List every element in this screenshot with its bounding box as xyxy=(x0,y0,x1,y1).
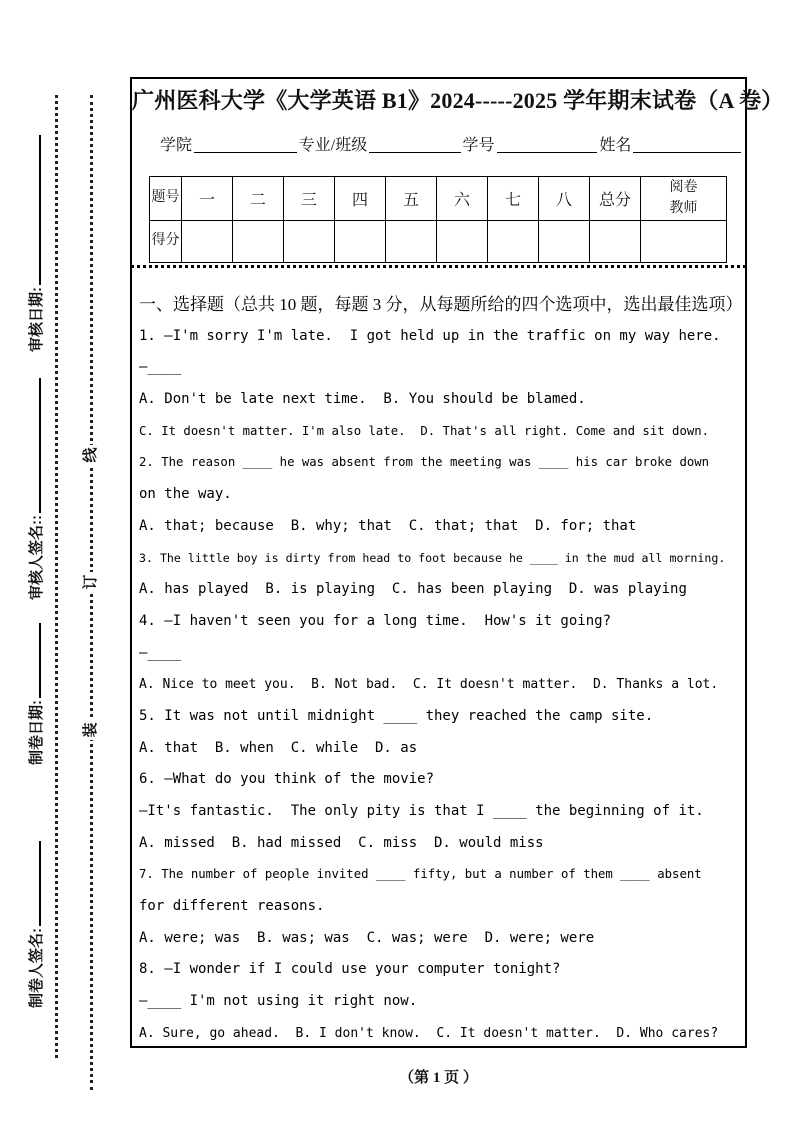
text-line: 2. The reason ____ he was absent from the meeting was ____ his car broke down xyxy=(139,455,710,470)
field-blank-line xyxy=(194,150,297,153)
page-number: （第 1 页 ） xyxy=(399,1070,478,1086)
text-line: A. has played B. is playing C. has been playing D. was playing xyxy=(139,581,687,598)
student-info-row xyxy=(160,132,743,155)
text-line: for different reasons. xyxy=(139,898,325,915)
text-line: C. It doesn't matter. I'm also late. D. That's all right. Come and sit down. xyxy=(139,423,710,438)
score-empty-cell xyxy=(488,221,539,263)
text-line: 6. —What do you think of the movie? xyxy=(139,771,435,788)
text-line: 4. —I haven't seen you for a long time. How's it going? xyxy=(139,612,612,629)
text-line: 7. The number of people invited ____ fifty, but a number of them ____ absent xyxy=(139,867,702,882)
score-column-head: 总分 xyxy=(590,177,641,221)
score-empty-cell xyxy=(335,221,386,263)
text-line: A. were; was B. was; was C. was; were D. were; were xyxy=(139,929,595,946)
score-table xyxy=(149,176,727,263)
margin-label xyxy=(26,135,46,352)
score-empty-cell xyxy=(233,221,284,263)
binding-dotted-line-inner xyxy=(90,95,93,1090)
text-line: —____ xyxy=(139,359,182,376)
score-cell xyxy=(150,221,182,263)
text-line: 一、选择题（总共 10 题，每题 3 分，从每题所给的四个选项中，选出最佳选项） xyxy=(139,295,743,314)
margin-label xyxy=(26,623,46,765)
text-line: 8. —I wonder if I could use your computer tonight? xyxy=(139,961,561,978)
question-text-block xyxy=(139,289,743,1050)
grader-head: 阅卷教师 xyxy=(669,180,698,216)
signature-blank-line xyxy=(26,378,41,513)
text-line: 5. It was not until midnight ____ they reached the camp site. xyxy=(139,707,654,724)
score-empty-cell xyxy=(437,221,488,263)
signature-blank-line xyxy=(26,623,41,698)
field-blank-line xyxy=(497,150,598,153)
margin-label-text: 制卷人签名: xyxy=(28,928,45,1008)
text-line: A. missed B. had missed C. miss D. would miss xyxy=(139,834,544,851)
exam-content-box xyxy=(130,77,784,1048)
text-line: —It's fantastic. The only pity is that I ____ the beginning of it. xyxy=(139,803,704,819)
text-line: 3. The little boy is dirty from head to foot because he ____ in the mud all morning. xyxy=(139,550,726,565)
field-blank-line xyxy=(369,150,460,153)
score-empty-cell xyxy=(182,221,233,263)
score-empty-cell xyxy=(284,221,335,263)
score-column-head: 三 xyxy=(284,177,335,221)
binding-char: 线 xyxy=(77,445,105,465)
score-empty-cell xyxy=(386,221,437,263)
score-empty-cell xyxy=(641,221,727,263)
page-title: 广州医科大学《大学英语 B1》2024-----2025 学年期末试卷（A 卷） xyxy=(132,88,784,113)
binding-dotted-line-outer xyxy=(55,95,58,1058)
score-column-head: 八 xyxy=(539,177,590,221)
score-empty-cell xyxy=(539,221,590,263)
text-line: on the way. xyxy=(139,486,232,503)
margin-label-text: 制卷日期: xyxy=(28,700,45,765)
text-line: —____ xyxy=(139,644,182,661)
score-column-head: 七 xyxy=(488,177,539,221)
text-line: A. Nice to meet you. B. Not bad. C. It doesn't matter. D. Thanks a lot. xyxy=(139,677,719,693)
field-label: 专业/班级 xyxy=(298,137,368,154)
margin-label-text: 审核日期: xyxy=(28,287,45,352)
text-line: A. that B. when C. while D. as xyxy=(139,739,418,756)
score-table-head: 题号 xyxy=(151,190,180,206)
text-line: 1. —I'm sorry I'm late. I got held up in the traffic on my way here. xyxy=(139,327,721,344)
margin-label xyxy=(26,841,46,1008)
score-column-head: 六 xyxy=(437,177,488,221)
field-label: 学院 xyxy=(160,137,193,154)
signature-blank-line xyxy=(26,135,41,285)
score-cell xyxy=(150,177,182,221)
score-column-head: 五 xyxy=(386,177,437,221)
score-column-head: 四 xyxy=(335,177,386,221)
score-empty-cell xyxy=(590,221,641,263)
score-column-head: 一 xyxy=(182,177,233,221)
score-column-head: 二 xyxy=(233,177,284,221)
margin-label-text: 审核人签名:: xyxy=(28,515,45,600)
score-cell xyxy=(641,177,727,221)
text-line: —____ I'm not using it right now. xyxy=(139,993,418,1010)
binding-char: 订 xyxy=(77,572,105,592)
dotted-separator xyxy=(131,265,746,268)
field-label: 姓名 xyxy=(599,137,632,154)
binding-char: 装 xyxy=(77,720,105,740)
margin-label xyxy=(26,378,46,600)
text-line: A. Don't be late next time. B. You should be blamed. xyxy=(139,391,586,408)
score-row-head: 得分 xyxy=(151,233,180,249)
text-line: A. that; because B. why; that C. that; that D. for; that xyxy=(139,517,637,534)
field-blank-line xyxy=(633,150,741,153)
text-line: A. Sure, go ahead. B. I don't know. C. It doesn't matter. D. Who cares? xyxy=(139,1025,719,1041)
signature-blank-line xyxy=(26,841,41,926)
field-label: 学号 xyxy=(462,137,495,154)
